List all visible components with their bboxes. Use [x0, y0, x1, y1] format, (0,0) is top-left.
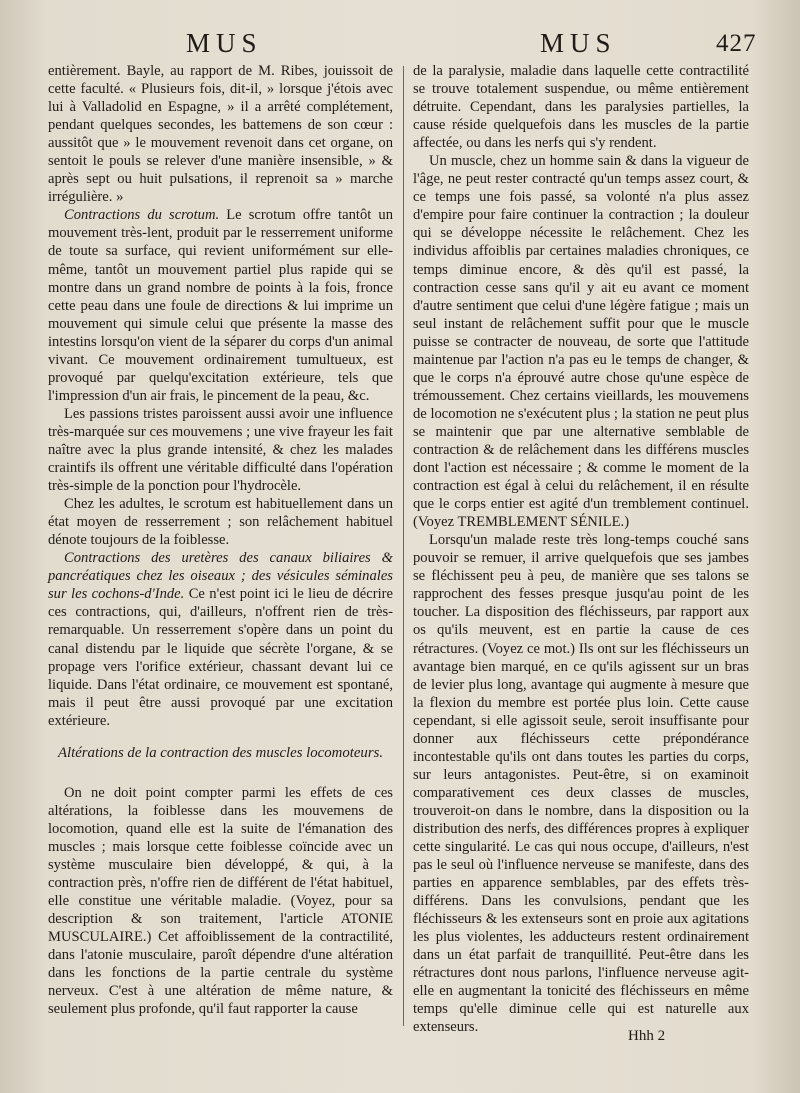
paragraph-malade-couche: Lorsqu'un malade reste très long-temps couché sans pouvoir se remuer, il arrive quelquefois que ses jambes se fléchissent peu à peu, de manière que ses talons se rapprochent des fesses presque jusqu'au point de les toucher. La disposition des fléchisseurs, par rapport aux os qu'ils meuvent, est en partie la cause de ces rétractures. (Voyez ce mot.) Ils ont sur les fléchisseurs un avantage bien marqué, en ce qu'ils agissent sur un bras de levier plus long, avantage qui augmente à mesure que la flexion du membre est portée plus loin. Cette cause cependant, si elle agissoit seule, seroit insuffisante pour donner aux fléchisseurs cette prépondérance incontestable qu'ils ont dans toutes les parties du corps, sur leurs antagonistes. Peut-être, si on examinoit comparativement ces deux classes de muscles, trouveroit-on dans le nombre, dans la disposition ou la distribution des nerfs, des différences propres à expliquer cette singularité. Le cas qui nous occupe, d'ailleurs, n'est pas le seul où l'influence nerveuse se manifeste, dans des parties en apparence semblables, par des effets très-différens. Dans les convulsions, pendant que les fléchisseurs & les extenseurs sont en proie aux agitations les plus violentes, les adducteurs restent ordinairement dans un état parfait de tranquillité. Peut-être dans les rétractures dont nous parlons, l'influence nerveuse agit-elle en augmentant la tonicité des fléchisseurs en même temps qu'elle diminue celle qui est naturelle aux extenseurs. — [413, 532, 749, 1036]
paragraph-scrotum-body: Le scrotum offre tantôt un mouvement très-lent, produit par le resserrement uniforme de toute sa surface, qui revient uniformément sur elle-même, tantôt un mouvement partiel plus rapide qui se montre dans un grand nombre de points à la fois, fronce cette peau dans une foule de directions & lui imprime un mouvement qui simule celui que présente la masse des intestins lorsqu'on vient de la séparer du corps d'un animal vivant. Ce mouvement ordinairement tumultueux, est provoqué par quelqu'excitation extérieure, tels que l'impression d'un air frais, le pincement de la peau, &c. — [48, 207, 393, 404]
heading-scrotum: Contractions du scrotum. — [64, 207, 220, 224]
page-number: 427 — [716, 30, 757, 57]
running-header — [0, 28, 800, 62]
right-column — [413, 62, 749, 1037]
heading-ureteres: Contractions des uretères des canaux biliaires & pancréatiques chez les oiseaux ; des vésicules séminales sur les cochons-d'Inde. — [48, 550, 393, 603]
header-right-title: MUS — [540, 28, 617, 58]
paragraph-ureteres-body: Ce n'est point ici le lieu de décrire ces contractions, qui, d'ailleurs, n'offrent rien de très-remarquable. Un resserrement s'opère dans un point du canal distendu par le liquide que sécrète l'organe, & se propage vers l'orifice extérieur, chassant devant lui ce liquide. Dans l'état ordinaire, ce mouvement est spontané, mais il peut être aussi provoqué par une excitation extérieure. — [48, 586, 393, 729]
paragraph-bayle: entièrement. Bayle, au rapport de M. Ribes, jouissoit de cette faculté. « Plusieurs fois, dit-il, » lorsque j'étois avec lui à Valladolid en Espagne, » il a arrêté complétement, pendant quelques secondes, les battemens de son cœur : aussitôt que » le mouvement revenoit dans cet organe, on sentoit le pouls se relever d'une manière insensible, » & après sept ou huit pulsations, il reprenoit sa » marche irrégulière. » — [48, 63, 393, 206]
signature-mark: Hhh 2 — [628, 1028, 666, 1044]
paragraph-scrotum — [48, 206, 393, 405]
paragraph-ureteres — [48, 549, 393, 729]
paragraph-foiblesse: On ne doit point compter parmi les effets de ces altérations, la foiblesse dans les mouvemens de locomotion, quand elle est la suite de l'émanation des muscles ; mais lorsque cette foiblesse coïncide avec un système musculaire bien développé, & qui, à la contraction près, n'offre rien de différent de l'état habituel, elle constitue une véritable maladie. (Voyez, pour sa description & son traitement, l'article ATONIE MUSCULAIRE.) Cet affoiblissement de la contractilité, dans l'atonie musculaire, paroît dépendre d'une altération dans les fonctions de la partie centrale du système nerveux. C'est à une altération de même nature, & seulement plus profonde, qu'il faut rapporter la cause — [48, 784, 393, 1018]
paragraph-paralysie: de la paralysie, maladie dans laquelle cette contractilité se trouve totalement suspendue, ou même entièrement détruite. Cependant, dans les paralysies partielles, la cause réside quelquefois dans les muscles de la partie affectée, ou dans les nerfs qui s'y rendent. — [413, 63, 749, 152]
paragraph-adultes: Chez les adultes, le scrotum est habituellement dans un état moyen de resserrement ; son relâchement habituel dénote toujours de la foiblesse. — [48, 496, 393, 549]
section-title-alterations: Altérations de la contraction des muscles locomoteurs. — [57, 744, 384, 761]
left-column — [48, 62, 393, 1018]
header-left-title: MUS — [186, 28, 263, 58]
paragraph-passions: Les passions tristes paroissent aussi avoir une influence très-marquée sur ces mouvemens ; une vive frayeur les fait naître avec la plus grande intensité, & chez les malades craintifs ils offrent une véritable difficulté dans l'opération très-simple de la ponction pour l'hydrocèle. — [48, 405, 393, 495]
column-divider — [403, 66, 404, 1026]
paragraph-muscle-sain: Un muscle, chez un homme sain & dans la vigueur de l'âge, ne peut rester contracté qu'un temps assez court, & ce temps une fois passé, sa volonté n'a plus assez d'empire pour faire continuer la contraction ; la douleur qui se développe nécessite le relâchement. Chez les individus affoiblis par certaines maladies chroniques, ce temps diminue encore, & dès qu'il est passé, la contraction cesse sans qu'il y ait eu avant ce moment d'autre sentiment que celui d'une légère fatigue ; mais un seul instant de relâchement suffit pour que le muscle puisse se contracter de nouveau, de sorte que l'attitude maintenue par l'action n'a pas eu le temps de changer, & que le corps n'a éprouvé autre chose qu'une espèce de trémoussement. Chez certains vieillards, les mouvemens de locomotion ne s'exécutent plus ; la station ne peut plus se maintenir que par une alternative semblable de contraction & de relâchement dans les différens muscles dont l'action est nécessaire ; & comme le moment de la contraction est égal à celui du relâchement, il en résulte que le corps entier est agité d'un tremblement continuel. (Voyez TREMBLEMENT SÉNILE.) — [413, 153, 749, 531]
